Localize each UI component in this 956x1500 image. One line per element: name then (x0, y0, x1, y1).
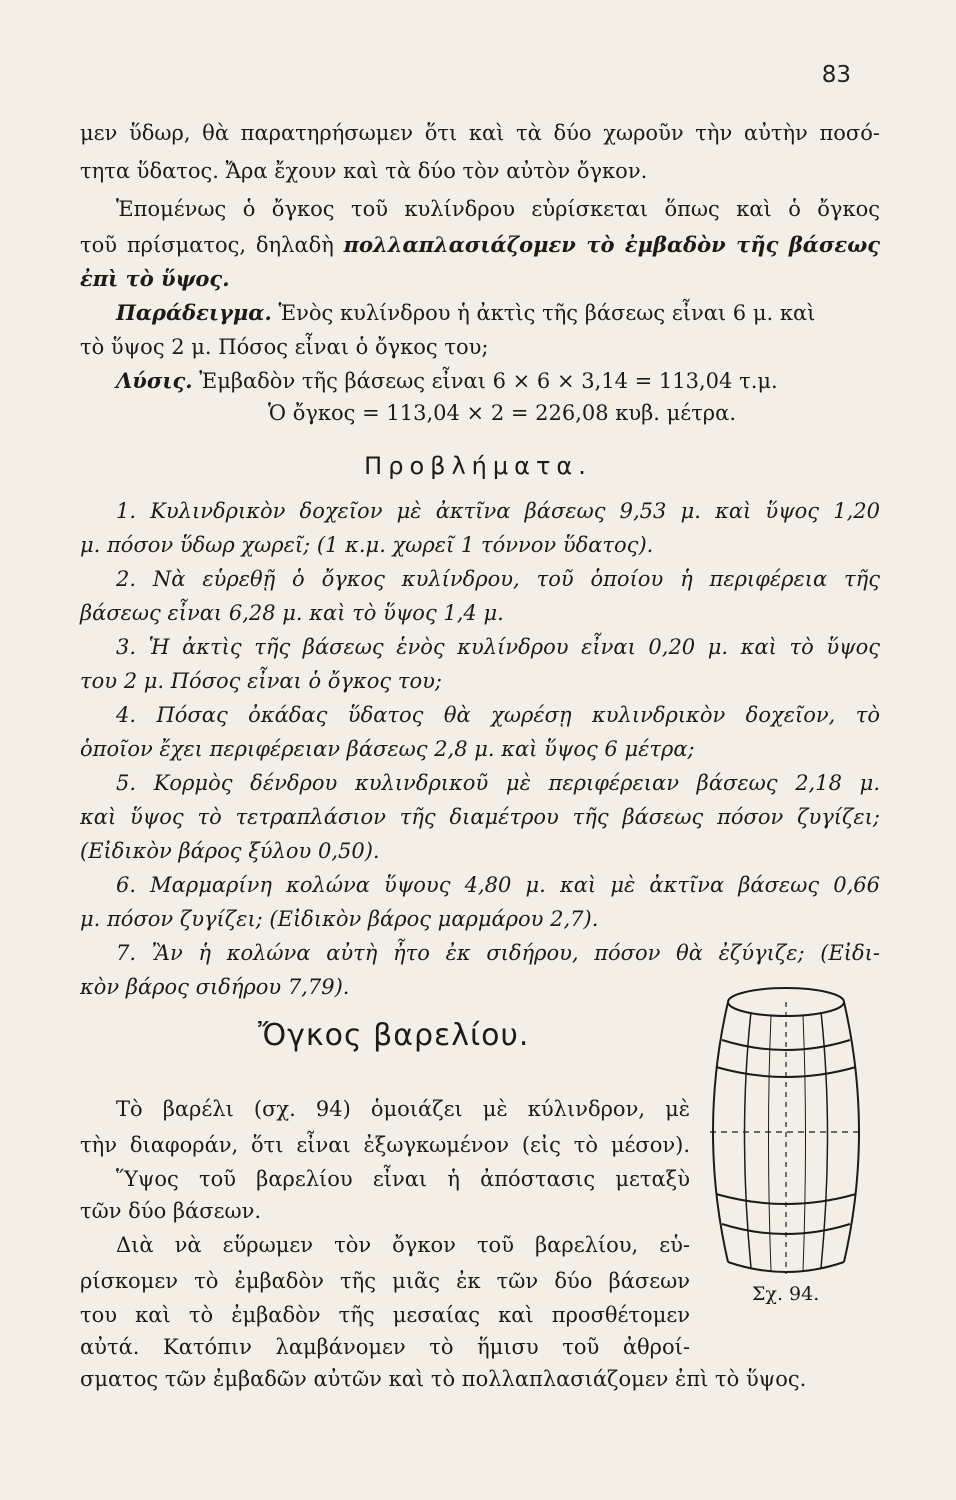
solution-text: Ἐμβαδὸν τῆς βάσεως εἶναι 6 × 6 × 3,14 = 113,04 τ.μ. (192, 369, 778, 393)
text-fragment: τοῦ πρίσματος, δηλαδὴ (80, 233, 344, 257)
example-label: Παράδειγμα. (116, 300, 272, 325)
problem-line: κὸν βάρος σιδήρου 7,79). (80, 975, 350, 999)
emphasis-rule: πολλαπλασιάζομεν τὸ ἐμβαδὸν τῆς βάσεως (343, 232, 880, 257)
problems-heading: Προβλήματα. (364, 452, 592, 480)
problem-line: 4. Πόσας ὀκάδας ὕδατος θὰ χωρέσῃ κυλινδρικὸν δοχεῖον, τὸ (116, 703, 880, 727)
problem-line: βάσεως εἶναι 6,28 μ. καὶ τὸ ὕψος 1,4 μ. (80, 601, 504, 625)
barrel-text-line: Τὸ βαρέλι (σχ. 94) ὁμοιάζει μὲ κύλινδρον, μὲ (116, 1097, 690, 1121)
example-text: Ἑνὸς κυλίνδρου ἡ ἀκτὶς τῆς βάσεως εἶναι 6 μ. καὶ (271, 301, 816, 325)
barrel-text-line: αὐτά. Κατόπιν λαμβάνομεν τὸ ἥμισυ τοῦ ἀθροί- (80, 1335, 690, 1359)
page-number: 83 (821, 62, 851, 88)
problem-line: μ. πόσον ὕδωρ χωρεῖ; (1 κ.μ. χωρεῖ 1 τόννον ὕδατος). (80, 533, 654, 557)
problem-line: 2. Νὰ εὑρεθῇ ὁ ὄγκος κυλίνδρου, τοῦ ὁποίου ἡ περιφέρεια τῆς (116, 567, 880, 591)
problem-line: 5. Κορμὸς δένδρου κυλινδρικοῦ μὲ περιφέρειαν βάσεως 2,18 μ. (116, 771, 880, 795)
problem-line: 6. Μαρμαρίνη κολώνα ὕψους 4,80 μ. καὶ μὲ ἀκτῖνα βάσεως 0,66 (116, 873, 880, 897)
problem-line: μ. πόσον ζυγίζει; (Εἰδικὸν βάρος μαρμάρου 2,7). (80, 907, 599, 931)
figure-caption: Σχ. 94. (752, 1283, 820, 1305)
problem-line: 3. Ἡ ἀκτὶς τῆς βάσεως ἑνὸς κυλίνδρου εἶναι 0,20 μ. καὶ τὸ ὕψος (116, 635, 880, 659)
problem-line: 7. Ἂν ἡ κολώνα αὐτὴ ἦτο ἐκ σιδήρου, πόσον θὰ ἐζύγιζε; (Εἰδι- (116, 941, 880, 965)
text-line: μεν ὕδωρ, θὰ παρατηρήσωμεν ὅτι καὶ τὰ δύο χωροῦν τὴν αὐτὴν ποσό- (80, 121, 880, 145)
example-line: τὸ ὕψος 2 μ. Πόσος εἶναι ὁ ὄγκος του; (80, 335, 489, 359)
barrel-text-line: Ὕψος τοῦ βαρελίου εἶναι ἡ ἀπόστασις μεταξὺ (116, 1167, 690, 1191)
barrel-text-line: τῶν δύο βάσεων. (80, 1199, 262, 1223)
barrel-text-line: ρίσκομεν τὸ ἐμβαδὸν τῆς μιᾶς ἐκ τῶν δύο βάσεων (80, 1269, 690, 1293)
barrel-text-line: Διὰ νὰ εὕρωμεν τὸν ὄγκον τοῦ βαρελίου, εὑ- (116, 1233, 690, 1257)
example-line (80, 298, 880, 328)
problem-line: του 2 μ. Πόσος εἶναι ὁ ὄγκος του; (80, 669, 442, 693)
problem-line: ὁποῖον ἔχει περιφέρειαν βάσεως 2,8 μ. καὶ ὕψος 6 μέτρα; (80, 737, 695, 761)
text-line (80, 230, 880, 260)
emphasis-rule-end: ἐπὶ τὸ ὕψος. (80, 266, 230, 291)
text-line: Ἑπομένως ὁ ὄγκος τοῦ κυλίνδρου εὑρίσκεται ὅπως καὶ ὁ ὄγκος (116, 197, 880, 221)
solution-line: Ὁ ὄγκος = 113,04 × 2 = 226,08 κυβ. μέτρα. (268, 401, 737, 425)
barrel-figure-icon (706, 982, 866, 1292)
problem-line: (Εἰδικὸν βάρος ξύλου 0,50). (80, 839, 380, 863)
text-line: τητα ὕδατος. Ἄρα ἔχουν καὶ τὰ δύο τὸν αὐτὸν ὄγκον. (80, 159, 648, 183)
solution-label: Λύσις. (116, 368, 193, 393)
solution-line (80, 366, 880, 396)
barrel-text-line: τὴν διαφοράν, ὅτι εἶναι ἐξωγκωμένον (εἰς τὸ μέσον). (80, 1133, 690, 1157)
problem-line: καὶ ὕψος τὸ τετραπλάσιον τῆς διαμέτρου τῆς βάσεως πόσον ζυγίζει; (80, 805, 880, 829)
section-title: Ὄγκος βαρελίου. (258, 1018, 530, 1053)
barrel-text-line: σματος τῶν ἐμβαδῶν αὐτῶν καὶ τὸ πολλαπλασιάζομεν ἐπὶ τὸ ὕψος. (80, 1367, 807, 1391)
barrel-text-line: του καὶ τὸ ἐμβαδὸν τῆς μεσαίας καὶ προσθέτομεν (80, 1303, 690, 1327)
problem-line: 1. Κυλινδρικὸν δοχεῖον μὲ ἀκτῖνα βάσεως 9,53 μ. καὶ ὕψος 1,20 (116, 499, 880, 523)
